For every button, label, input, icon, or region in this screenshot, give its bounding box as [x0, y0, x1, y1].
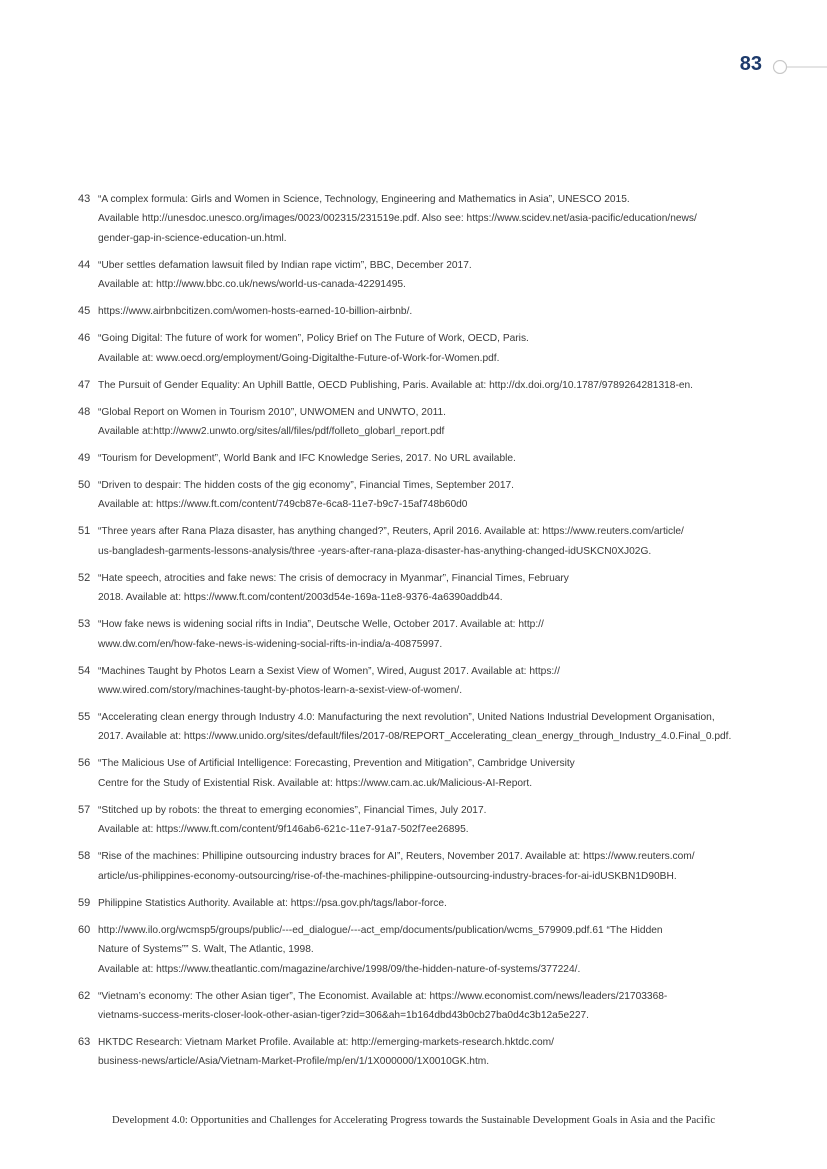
footnote-number: 57: [78, 803, 91, 816]
footnote-item: [78, 801, 768, 840]
footnote-number: 50: [78, 479, 91, 492]
footnote-number: 55: [78, 711, 91, 724]
footnote-text-line: “Uber settles defamation lawsuit filed by Indian rape victim”, BBC, December 2017.: [98, 259, 472, 271]
footnote-text-line: business-news/article/Asia/Vietnam-Market-Profile/mp/en/1/1X000000/1X0010GK.htm.: [98, 1056, 490, 1068]
footnote-number: 56: [78, 757, 91, 770]
footnote-item: [78, 256, 768, 295]
footnote-number: 43: [78, 193, 91, 205]
footnote-item: [78, 522, 768, 561]
footnote-item: [78, 754, 768, 793]
footnote-text-line: Available at:http://www2.unwto.org/sites/all/files/pdf/folleto_globarl_report.pdf: [98, 426, 445, 438]
footnote-text-line: article/us-philippines-economy-outsourcing/rise-of-the-machines-philippine-outsourcing-industry-braces-for-ai-idUSKBN1D90BH.: [98, 870, 677, 882]
footnote-item: [78, 708, 768, 747]
footnote-number: 49: [78, 452, 91, 465]
footnote-number: 54: [78, 664, 91, 677]
footnote-item: [78, 449, 768, 468]
footnote-text-line: gender-gap-in-science-education-un.html.: [98, 232, 287, 244]
footnote-list: [78, 190, 768, 1079]
footnote-text-line: “Three years after Rana Plaza disaster, has anything changed?”, Reuters, April 2016. Available at: https://www.reuters.com/article/: [98, 526, 684, 538]
footnote-text-line: “How fake news is widening social rifts in India”, Deutsche Welle, October 2017. Available at: http://: [98, 619, 544, 631]
footnote-number: 62: [78, 989, 91, 1002]
footnote-text-line: HKTDC Research: Vietnam Market Profile. Available at: http://emerging-markets-research.hktdc.com/: [98, 1036, 554, 1048]
footnote-item: [78, 329, 768, 368]
footnote-text-line: Available at: www.oecd.org/employment/Going-Digitalthe-Future-of-Work-for-Women.pdf.: [98, 352, 500, 364]
footnote-text-line: “Hate speech, atrocities and fake news: The crisis of democracy in Myanmar”, Financial Times, February: [98, 572, 569, 584]
footnote-text-line: “Stitched up by robots: the threat to emerging economies”, Financial Times, July 2017.: [98, 804, 487, 816]
page-marker-decoration: [772, 60, 827, 74]
footnote-text-line: The Pursuit of Gender Equality: An Uphill Battle, OECD Publishing, Paris. Available at: http://dx.doi.org/10.1787/9789264281318-en.: [98, 379, 694, 391]
footnote-item: [78, 847, 768, 886]
footnote-text-line: “The Malicious Use of Artificial Intelligence: Forecasting, Prevention and Mitigation”, Cambridge University: [98, 758, 575, 770]
footnote-text-line: www.dw.com/en/how-fake-news-is-widening-social-rifts-in-india/a-40875997.: [98, 638, 443, 650]
footnote-text-line: us-bangladesh-garments-lessons-analysis/three -years-after-rana-plaza-disaster-has-anything-changed-idUSKCN0XJ02G.: [98, 545, 652, 557]
footnote-item: [78, 921, 768, 979]
footnote-text-line: http://www.ilo.org/wcmsp5/groups/public/---ed_dialogue/---act_emp/documents/publication/wcms_579909.pdf.61 “The Hidden: [98, 924, 663, 936]
page-footer: Development 4.0: Opportunities and Challenges for Accelerating Progress towards the Sustainable Development Goals in Asia and the Pacific: [111, 1115, 716, 1126]
footnote-item: [78, 476, 768, 515]
footnote-number: 53: [78, 618, 91, 631]
footnote-item: [78, 987, 768, 1026]
page-number: 83: [739, 53, 762, 75]
footnote-number: 52: [78, 571, 91, 584]
footnote-number: 58: [78, 850, 91, 863]
footnote-text-line: “Accelerating clean energy through Industry 4.0: Manufacturing the next revolution”, United Nations Industrial Development Organisation,: [98, 712, 715, 724]
footnote-number: 59: [78, 896, 91, 909]
footnote-text-line: “Global Report on Women in Tourism 2010”, UNWOMEN and UNWTO, 2011.: [98, 406, 447, 418]
footnote-number: 60: [78, 923, 91, 936]
footnote-text-line: www.wired.com/story/machines-taught-by-photos-learn-a-sexist-view-of-women/.: [98, 685, 463, 697]
footnote-text-line: “Driven to despair: The hidden costs of the gig economy”, Financial Times, September 2017.: [98, 480, 515, 492]
footnote-text-line: Centre for the Study of Existential Risk. Available at: https://www.cam.ac.uk/Malicious-AI-Report.: [98, 777, 533, 789]
footnote-number: 47: [78, 378, 91, 391]
footnote-number: 45: [78, 305, 91, 318]
footnote-item: [78, 894, 768, 913]
footnote-item: [78, 190, 768, 248]
footnote-text-line: Available at: https://www.theatlantic.com/magazine/archive/1998/09/the-hidden-nature-of-systems/377224/.: [98, 963, 581, 975]
footnote-text-line: 2018. Available at: https://www.ft.com/content/2003d54e-169a-11e8-9376-4a6390addb44.: [98, 592, 503, 604]
footnote-text-line: Available at: http://www.bbc.co.uk/news/world-us-canada-42291495.: [98, 279, 406, 291]
footnote-item: [78, 403, 768, 442]
footnote-item: [78, 615, 768, 654]
footnote-text-line: https://www.airbnbcitizen.com/women-hosts-earned-10-billion-airbnb/.: [98, 306, 413, 318]
footnote-text-line: “Going Digital: The future of work for women”, Policy Brief on The Future of Work, OECD, Paris.: [98, 333, 529, 345]
footnote-text-line: “Tourism for Development”, World Bank and IFC Knowledge Series, 2017. No URL available.: [98, 453, 516, 465]
footnote-item: [78, 302, 768, 321]
footnote-text-line: vietnams-success-merits-closer-look-other-asian-tiger?zid=306&ah=1b164dbd43b0cb27ba0d4c3b12a5e227.: [98, 1009, 590, 1021]
footnote-text-line: “Rise of the machines: Phillipine outsourcing industry braces for AI”, Reuters, November 2017. Available at: https://www.reuters.com/: [98, 851, 695, 863]
footnote-text-line: Philippine Statistics Authority. Available at: https://psa.gov.ph/tags/labor-force.: [98, 897, 447, 909]
footnote-text-line: Available http://unesdoc.unesco.org/images/0023/002315/231519e.pdf. Also see: https://www.scidev.net/asia-pacific/education/news/: [98, 213, 697, 225]
footnote-number: 44: [78, 258, 91, 271]
footnote-text-line: 2017. Available at: https://www.unido.org/sites/default/files/2017-08/REPORT_Accelerating_clean_energy_through_Industry_4.0.Final_0.pdf.: [98, 731, 732, 743]
footnote-text-line: “A complex formula: Girls and Women in Science, Technology, Engineering and Mathematics in Asia”, UNESCO 2015.: [98, 194, 630, 205]
footnote-number: 63: [78, 1035, 91, 1048]
footnote-text-line: “Machines Taught by Photos Learn a Sexist View of Women”, Wired, August 2017. Available at: https://: [98, 665, 560, 677]
footnote-item: [78, 376, 768, 395]
footnote-text-line: “Vietnam’s economy: The other Asian tiger”, The Economist. Available at: https://www.economist.com/news/leaders/21703368-: [98, 990, 668, 1002]
footnote-item: [78, 569, 768, 608]
footnote-item: [78, 1033, 768, 1072]
footnote-item: [78, 662, 768, 701]
footnote-number: 46: [78, 332, 91, 345]
footnote-text-line: Available at: https://www.ft.com/content/9f146ab6-621c-11e7-91a7-502f7ee26895.: [98, 824, 469, 836]
footnote-number: 51: [78, 525, 91, 538]
footnote-number: 48: [78, 405, 91, 418]
footnote-text-line: Available at: https://www.ft.com/content/749cb87e-6ca8-11e7-b9c7-15af748b60d0: [98, 499, 468, 511]
footnote-text-line: Nature of Systems”” S. Walt, The Atlantic, 1998.: [98, 944, 314, 956]
